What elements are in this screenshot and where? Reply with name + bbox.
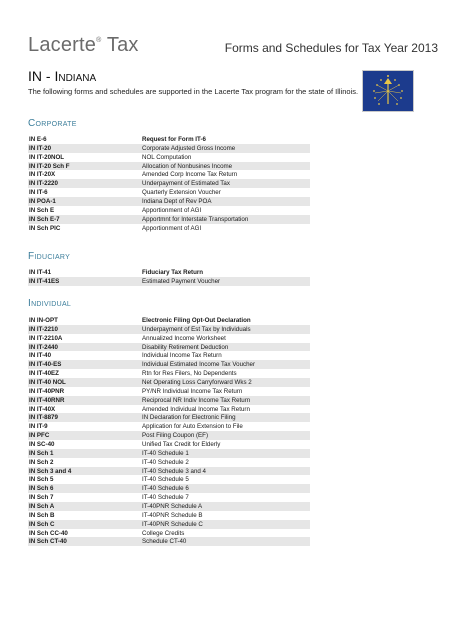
table-row	[28, 197, 310, 206]
form-description: IN Declaration for Electronic Filing	[141, 413, 310, 422]
document-title: Forms and Schedules for Tax Year 2013	[224, 41, 438, 55]
form-description: Corporate Adjusted Gross Income	[141, 144, 310, 153]
form-description: Application for Auto Extension to File	[142, 423, 243, 431]
table-row	[28, 511, 310, 520]
form-code: IN IT-20X	[29, 171, 56, 179]
form-description: Rtn for Res Filers, No Dependents	[142, 370, 237, 378]
form-description: IT-40 Schedule 6	[141, 484, 310, 493]
state-name: Indiana	[54, 68, 97, 84]
table-row	[28, 396, 310, 405]
table-row	[28, 170, 310, 179]
table-row	[28, 135, 310, 144]
table-row	[28, 484, 310, 493]
form-code: IN IT-20NOL	[29, 153, 65, 161]
table-row	[28, 378, 310, 387]
form-description: Underpayment of Est Tax by Individuals	[141, 325, 310, 334]
table-row	[28, 360, 310, 369]
table-row	[28, 431, 310, 440]
table-row	[28, 413, 310, 422]
form-code: IN IT-41	[29, 268, 52, 276]
form-code: IN IT-40-ES	[28, 360, 141, 369]
table-row	[28, 520, 310, 529]
table-row	[28, 440, 310, 449]
form-description: Individual Income Tax Return	[142, 352, 222, 360]
form-code: IN IT-41ES	[28, 277, 141, 286]
form-code: IN IT-20 Sch F	[28, 162, 141, 171]
form-code: IN SC-40	[29, 440, 55, 448]
table-row	[28, 343, 310, 352]
form-description: College Credits	[142, 529, 185, 537]
form-code: IN IT-20	[28, 144, 141, 153]
form-code: IN IT-40 NOL	[28, 378, 141, 387]
form-description: Annualized Income Worksheet	[142, 334, 226, 342]
table-row	[28, 179, 310, 188]
form-code: IN Sch A	[28, 502, 141, 511]
table-row	[28, 529, 310, 538]
form-description: Apportmnt for Interstate Transportation	[141, 215, 310, 224]
form-code: IN Sch 3 and 4	[28, 467, 141, 476]
form-code: IN Sch CC-40	[29, 529, 68, 537]
corporate-forms-table	[28, 135, 310, 232]
form-description: Estimated Payment Voucher	[141, 277, 310, 286]
form-code: IN IT-8879	[28, 413, 141, 422]
form-description: Apportionment of AGI	[142, 224, 202, 232]
table-row	[28, 224, 310, 233]
table-row	[28, 334, 310, 343]
form-code: IN Sch PIC	[29, 224, 61, 232]
form-description: Schedule CT-40	[141, 537, 310, 546]
form-description: Individual Estimated Income Tax Voucher	[141, 360, 310, 369]
form-description: Allocation of Nonbusines Income	[141, 162, 310, 171]
table-row	[28, 206, 310, 215]
form-description: Underpayment of Estimated Tax	[141, 179, 310, 188]
form-description: Request for Form IT-6	[142, 135, 206, 143]
table-row	[28, 153, 310, 162]
form-code: IN PFC	[28, 431, 141, 440]
table-row	[28, 467, 310, 476]
fiduciary-forms-table	[28, 268, 310, 286]
form-description: Disability Retirement Deduction	[141, 343, 310, 352]
form-code: IN Sch 6	[28, 484, 141, 493]
form-code: IN Sch CT-40	[28, 537, 141, 546]
indiana-flag-icon	[362, 70, 414, 112]
table-row	[28, 268, 310, 277]
form-description: Amended Individual Income Tax Return	[142, 405, 250, 413]
form-code: IN Sch E-7	[28, 215, 141, 224]
table-row	[28, 449, 310, 458]
form-code: IN Sch 5	[29, 476, 54, 484]
form-description: Apportionment of AGI	[142, 206, 202, 214]
intro-paragraph: The following forms and schedules are supported in the Lacerte Tax program for the state of Illinois.	[28, 87, 359, 96]
table-row	[28, 537, 310, 546]
form-description: Reciprocal NR Indiv Income Tax Return	[141, 396, 310, 405]
table-row	[28, 387, 310, 396]
table-row	[28, 422, 310, 431]
brand-suffix: Tax	[106, 34, 139, 56]
form-code: IN E-6	[29, 135, 47, 143]
form-description: IT-40PNR Schedule A	[141, 502, 310, 511]
form-code: IN Sch E	[29, 206, 55, 214]
section-heading-fiduciary: Fiduciary	[28, 251, 71, 262]
form-description: IT-40 Schedule 7	[142, 494, 189, 502]
form-code: IN IT-40RNR	[28, 396, 141, 405]
form-code: IN Sch B	[29, 511, 55, 519]
form-code: IN IT-40EZ	[29, 370, 59, 378]
form-code: IN IN-OPT	[29, 316, 58, 324]
form-description: PY/NR Individual Income Tax Return	[142, 387, 243, 395]
form-description: IT-40PNR Schedule C	[141, 520, 310, 529]
form-code: IN IT-9	[29, 423, 48, 431]
form-code: IN IT-2220	[28, 179, 141, 188]
table-row	[28, 369, 310, 378]
table-row	[28, 458, 310, 467]
form-description: Amended Corp Income Tax Return	[142, 171, 238, 179]
registered-mark: ®	[96, 37, 102, 44]
table-row	[28, 144, 310, 153]
table-row	[28, 215, 310, 224]
state-code: IN	[28, 68, 42, 84]
form-description: IT-40 Schedule 3 and 4	[141, 467, 310, 476]
table-row	[28, 502, 310, 511]
lacerte-tax-logo	[28, 34, 139, 57]
form-description: IT-40 Schedule 5	[142, 476, 189, 484]
form-description: Post Filing Coupon (EF)	[141, 431, 310, 440]
form-code: IN IT-2210A	[29, 334, 63, 342]
table-row	[28, 188, 310, 197]
state-heading	[28, 68, 96, 84]
form-code: IN IT-40	[29, 352, 52, 360]
individual-forms-table	[28, 316, 310, 546]
form-description: IT-40PNR Schedule B	[142, 511, 203, 519]
form-code: IN IT-2440	[28, 343, 141, 352]
form-description: Indiana Dept of Rev POA	[141, 197, 310, 206]
table-row	[28, 277, 310, 286]
form-description: Electronic Filing Opt-Out Declaration	[142, 316, 251, 324]
form-code: IN Sch 2	[29, 458, 54, 466]
table-row	[28, 493, 310, 502]
table-row	[28, 316, 310, 325]
brand-name: Lacerte	[28, 34, 97, 56]
form-description: NOL Computation	[142, 153, 192, 161]
section-heading-corporate: Corporate	[28, 118, 77, 129]
table-row	[28, 475, 310, 484]
section-heading-individual: Individual	[28, 298, 72, 309]
form-code: IN Sch C	[28, 520, 141, 529]
form-code: IN Sch 7	[29, 494, 54, 502]
table-row	[28, 351, 310, 360]
form-code: IN IT-2210	[28, 325, 141, 334]
form-code: IN IT-40PNR	[29, 387, 65, 395]
table-row	[28, 405, 310, 414]
table-row	[28, 325, 310, 334]
form-description: Unified Tax Credit for Elderly	[142, 440, 221, 448]
form-description: IT-40 Schedule 1	[141, 449, 310, 458]
form-description: Net Operating Loss Carryforward Wks 2	[141, 378, 310, 387]
form-code: IN POA-1	[28, 197, 141, 206]
form-description: Quarterly Extension Voucher	[142, 189, 221, 197]
form-code: IN IT-40X	[29, 405, 56, 413]
form-description: IT-40 Schedule 2	[142, 458, 189, 466]
form-description: Fiduciary Tax Return	[142, 268, 204, 276]
form-code: IN IT-6	[29, 189, 48, 197]
table-row	[28, 162, 310, 171]
state-separator: -	[42, 68, 55, 84]
form-code: IN Sch 1	[28, 449, 141, 458]
